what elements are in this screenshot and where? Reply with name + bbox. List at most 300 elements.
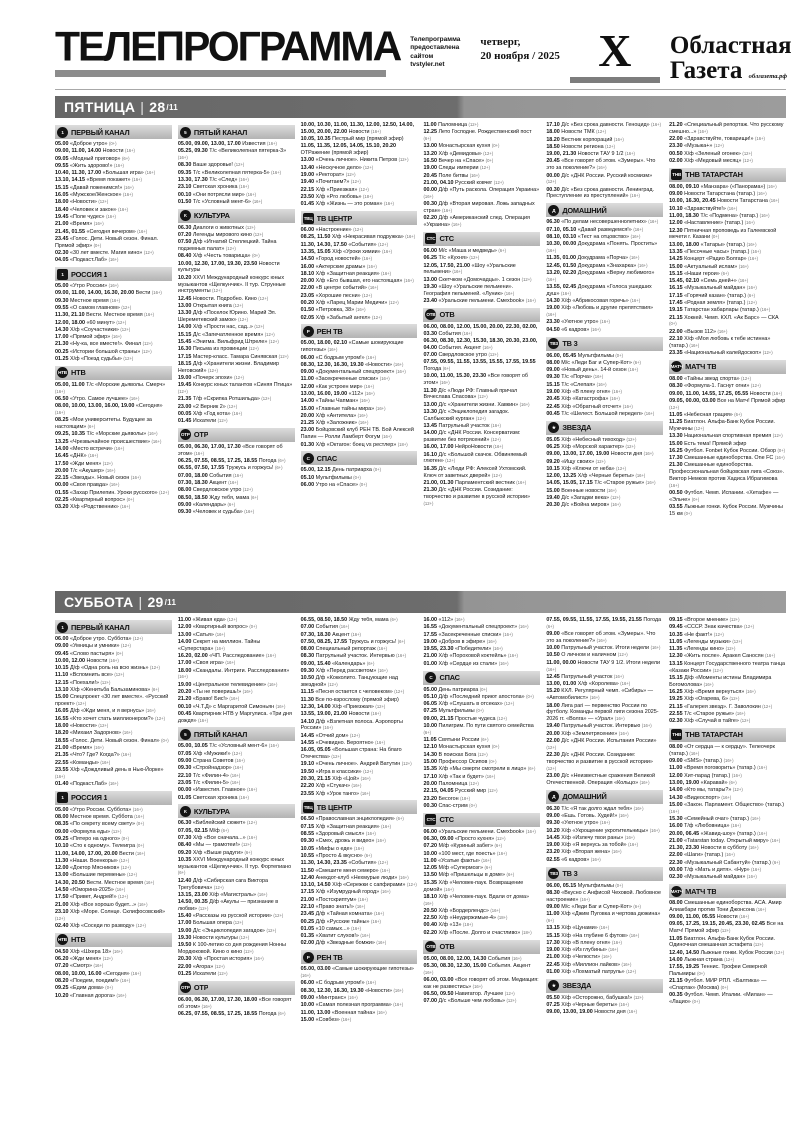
program-item: 15.45 «Энигма. Вильфрид Штреле» (12+) bbox=[177, 338, 279, 345]
program-item: 05.50 Х/ф «Осторожно, бабушка!» (12+) bbox=[546, 994, 644, 1001]
program-item: 11.00, 00.00 Новости ТАУ 9 1/2. Итоги недели (16+) bbox=[546, 659, 660, 672]
age-rating: (16+) bbox=[114, 445, 125, 451]
program-item: 14.10 Д/ф «Взлетная полоса. Аэропорты России» (16+) bbox=[300, 718, 403, 732]
program-item: 20.00 Х/ф «Его бывшая, его настоящая» (16+) bbox=[300, 278, 414, 285]
program-time: 17.00 bbox=[55, 334, 69, 341]
program-item: 19.00 Х/ф «В плену огня» (16+) bbox=[546, 389, 622, 395]
program-item: 09.05, 00.00, 03.00 Все на Матч! Прямой эфир (12+) bbox=[669, 397, 786, 410]
age-rating: (12+) bbox=[725, 646, 736, 652]
program-item: 13.00 «Большие перемены» (12+) bbox=[55, 872, 138, 879]
program-time: 13.00 bbox=[55, 872, 69, 879]
program-time: 11.05 bbox=[669, 935, 683, 942]
program-item: 05.10 Д/ф «Последний приют апостола» (0+) bbox=[423, 693, 534, 700]
program-item: 05.00, 11.00 Т/с «Морские дьяволы. Смерч» (16+) bbox=[55, 381, 166, 394]
program-time: 22.10 bbox=[669, 336, 683, 343]
program-time: 09.00 bbox=[177, 501, 192, 508]
program-time: 19.00 bbox=[177, 374, 192, 381]
program-item: 20.45 Поле битвы (16+) bbox=[423, 172, 480, 179]
age-rating: (0+) bbox=[93, 242, 102, 248]
program-time: 20.00, 06.45 bbox=[669, 830, 700, 837]
program-item: 12.00 Хит-парад (татар.) (16+) bbox=[669, 772, 742, 779]
program-item: 08.00 Свердловское утро (12+) bbox=[177, 487, 253, 494]
age-rating: (16+) bbox=[132, 806, 143, 812]
program-item: 11.30, 14.30, 17.50 «События» (12+) bbox=[300, 241, 388, 248]
age-rating: (6+) bbox=[390, 617, 398, 622]
age-rating: (12+) bbox=[732, 787, 743, 793]
channel-block bbox=[546, 979, 663, 1016]
program-time: 19.10 bbox=[300, 761, 315, 768]
program-time: 06.50 bbox=[55, 395, 69, 402]
program-item: 02.30 «30 лет вместе. Магия кино» (12+) bbox=[55, 249, 154, 256]
program-time: 14.00 bbox=[177, 324, 192, 331]
channel-name: РЕН ТВ bbox=[316, 326, 343, 336]
age-rating: (12+) bbox=[487, 788, 498, 794]
day-month: /11 bbox=[166, 102, 179, 112]
age-rating: (12+) bbox=[729, 617, 740, 622]
program-time: 13.10, 14.15 bbox=[55, 177, 85, 184]
program-time: 13.00, 19.00 bbox=[669, 779, 700, 786]
age-rating: (0+) bbox=[136, 821, 145, 827]
age-rating: (16+) bbox=[618, 730, 629, 736]
program-time: 18.00 bbox=[55, 199, 69, 206]
program-time: 06.50 bbox=[300, 816, 315, 823]
age-rating: (16+) bbox=[757, 765, 768, 771]
program-item: 15.00 Есть тема! Прямой эфир bbox=[669, 440, 747, 447]
program-time: 05.00 bbox=[55, 141, 69, 147]
program-time: 12.40 bbox=[300, 874, 315, 881]
program-item: 09.55 «Жить здорово!» (16+) bbox=[55, 162, 124, 169]
age-rating: (16+) bbox=[730, 823, 741, 829]
program-item: 11.35, 01.00 Докудрама «Порча» (16+) bbox=[546, 255, 640, 262]
program-item: 14.50 «Город новостей» (16+) bbox=[300, 256, 373, 263]
program-item: 19.45 Конкурс юных талантов «Синяя Птица» (12+) bbox=[177, 382, 293, 394]
program-time: 14.00 bbox=[55, 445, 69, 452]
program-time: 02.30 bbox=[55, 249, 69, 256]
program-item: 08.00, 09.10 «Манзара» («Панорама») (16+) bbox=[669, 183, 777, 190]
channel-header bbox=[178, 209, 295, 223]
program-item: 15.00 «Закон. Парламент. Общество» (татар.) (16+) bbox=[669, 801, 785, 814]
program-time: 15.40 bbox=[177, 913, 192, 920]
age-rating: (12+) bbox=[491, 472, 502, 478]
program-time: 13.25 bbox=[55, 438, 69, 445]
program-time: 15.45, 02.10 bbox=[669, 278, 700, 285]
program-item: 20.45 «Все говорят об этом. «Зумеры». Что это за поколение?» (16+) bbox=[546, 158, 656, 172]
program-time: 12.00, 18.00 bbox=[55, 319, 85, 326]
channel-name: ПЕРВЫЙ КАНАЛ bbox=[71, 622, 130, 632]
age-rating: (6+) bbox=[527, 766, 536, 772]
program-time: 10.20 bbox=[177, 274, 192, 281]
channel-block bbox=[423, 940, 540, 1006]
program-time: 21.35 bbox=[177, 396, 192, 403]
age-rating: (12+) bbox=[617, 652, 628, 658]
program-item: 05.05 Х/ф «Небесный тихоход» (12+) bbox=[546, 436, 637, 443]
channel-header bbox=[669, 360, 786, 374]
program-time: 09.25 bbox=[55, 835, 69, 842]
age-rating: (16+) bbox=[689, 750, 700, 756]
program-item: 19.00 Х/ф «Из глубины» (16+) bbox=[546, 947, 619, 954]
age-rating: (16+) bbox=[502, 631, 513, 637]
age-rating: (16+) bbox=[366, 980, 376, 986]
program-time: 05.00, 10.05 bbox=[177, 743, 208, 750]
age-rating: (16+) bbox=[357, 896, 368, 902]
age-rating: (16+) bbox=[131, 177, 142, 183]
program-time: 23.05 bbox=[177, 779, 192, 786]
program-item: 10.30, 00.00 Докудрама «Понять. Простить» (16+) bbox=[546, 241, 658, 253]
age-rating: (16+) bbox=[606, 487, 617, 493]
program-item: 07.25 Мультфильмы (0+) bbox=[423, 708, 484, 715]
age-rating: (16+) bbox=[612, 939, 622, 945]
program-time: 12.45, 01.50 bbox=[546, 262, 577, 269]
age-rating: (6+) bbox=[442, 366, 451, 372]
channel-logo-icon: 1 bbox=[57, 269, 68, 280]
age-rating: (12+) bbox=[225, 246, 236, 252]
age-rating: (12+) bbox=[742, 157, 753, 163]
age-rating: (0+) bbox=[476, 708, 484, 714]
program-time: 09.30 bbox=[55, 297, 69, 304]
program-item: 13.00, 19.00 «Каравай» (6+) bbox=[669, 779, 737, 786]
program-item: 20.45 Х/ф «Катастрофа» (16+) bbox=[546, 396, 620, 403]
program-time: 09.30 bbox=[177, 765, 192, 772]
program-item: 07.20 М/ф «Куриный забег» (6+) bbox=[423, 843, 503, 850]
age-rating: (12+) bbox=[732, 638, 743, 644]
channel-header bbox=[301, 950, 418, 964]
age-rating: (16+) bbox=[518, 624, 529, 630]
channel-logo-icon: Р bbox=[303, 326, 314, 337]
age-rating: (16+) bbox=[637, 262, 648, 268]
program-time: 10.15 bbox=[55, 665, 69, 672]
program-item: 14.00 Секрет на миллион. Тайны «Суперстара» (16+) bbox=[177, 638, 261, 652]
program-item: 16.00 «Актерские драмы» (16+) bbox=[300, 263, 377, 270]
program-item: 20.30 Х/ф «Простая история» (16+) bbox=[177, 956, 264, 963]
program-item: 08.00 «От сердца — к сердцу». Телеочерк (татар.) (16+) bbox=[669, 743, 775, 757]
program-time: 10.35 bbox=[669, 631, 683, 638]
program-item: 06.00 «С бодрым утром!» (16+) bbox=[300, 354, 376, 361]
program-item: 09.20 «Ищу своих» (12+) bbox=[546, 458, 606, 465]
age-rating: (12+) bbox=[102, 460, 113, 466]
channel-block bbox=[423, 671, 540, 810]
age-rating: (12+) bbox=[740, 718, 751, 724]
program-time: 05.00 bbox=[55, 283, 69, 290]
program-item: 08.55 «Здоровый смысл» (16+) bbox=[300, 831, 376, 838]
age-rating: (12+) bbox=[217, 971, 228, 977]
age-rating: (12+) bbox=[232, 750, 243, 756]
age-rating: (0+) bbox=[526, 693, 534, 699]
age-rating: (16+) bbox=[759, 212, 770, 218]
age-rating: (16+) bbox=[122, 730, 133, 736]
program-item: 23.40 «Уральские пельмени. Смехbook» (16+) bbox=[423, 298, 536, 305]
program-time: 16.15 bbox=[669, 285, 683, 292]
program-item: 01.35 «Хватит слухов!» (16+) bbox=[300, 933, 371, 940]
program-time: 02.40 bbox=[55, 922, 69, 929]
age-rating: (16+) bbox=[546, 247, 557, 253]
program-time: 12.30 bbox=[669, 227, 683, 234]
channel-logo-icon: МАТЧ bbox=[671, 361, 682, 372]
program-time: 14.55 bbox=[300, 740, 315, 747]
program-time: 22.20 bbox=[300, 783, 315, 790]
program-item: 09.25, 10.35 Т/с «Морские дьяволы» (16+) bbox=[55, 431, 158, 438]
program-time: 22.55 bbox=[55, 759, 69, 766]
program-item: 17.00 «Прямой эфир» (16+) bbox=[55, 334, 122, 341]
day-banner bbox=[55, 96, 786, 118]
program-time: 10.20 bbox=[55, 992, 69, 999]
age-rating: (16+) bbox=[376, 1009, 387, 1015]
age-rating: (16+) bbox=[481, 857, 492, 863]
program-time: 22.00 bbox=[300, 285, 315, 292]
age-rating: (0+) bbox=[353, 474, 361, 480]
age-rating: (16+) bbox=[106, 213, 116, 219]
program-time: 11.25 bbox=[669, 419, 683, 426]
age-rating: (12+) bbox=[121, 304, 132, 310]
program-time: 18.00 bbox=[546, 702, 560, 709]
program-time: 21.30 bbox=[669, 462, 683, 469]
program-time: 16.00 bbox=[423, 617, 437, 623]
program-time: 09.00, 11.00, 14.00, 16.30, 20.00 bbox=[55, 290, 135, 297]
program-item: 09.00 «Новый день». 14-й сезон (16+) bbox=[546, 367, 639, 374]
program-item: 14.45 Х/ф «Излечу твои раны» (16+) bbox=[546, 834, 635, 841]
program-item: 10.35 «Не факт!» (12+) bbox=[669, 631, 724, 638]
age-rating: (16+) bbox=[482, 344, 493, 350]
program-item: 08.10, 03.10 «Тест на отцовство» (16+) bbox=[546, 233, 641, 240]
age-rating: (0+) bbox=[373, 467, 381, 473]
program-item: 15.00 «Главные тайны мира» (16+) bbox=[300, 405, 386, 412]
age-rating: (0+) bbox=[711, 234, 720, 240]
program-time: 17.30 bbox=[669, 455, 683, 462]
age-rating: (16+) bbox=[485, 773, 496, 779]
channel-block bbox=[301, 451, 418, 488]
program-time: 06.00 bbox=[300, 481, 315, 488]
program-time: 11.05 bbox=[423, 737, 437, 744]
program-item: 22.15, 04.05 Русский мир (12+) bbox=[423, 788, 498, 795]
channel-header bbox=[669, 168, 786, 182]
program-item: 14.00 «Место встречи» (16+) bbox=[55, 445, 125, 452]
program-item: 07.10, 05.10 «Давай разведемся!» (16+) bbox=[546, 226, 644, 233]
program-time: 22.15 bbox=[300, 186, 315, 193]
age-rating: (16+) bbox=[398, 874, 409, 880]
program-time: 16.20, 02.00 bbox=[177, 652, 208, 659]
program-item: 18.00 «Новости» (12+) bbox=[55, 199, 109, 206]
program-time: 05.05 bbox=[546, 436, 560, 443]
program-item: 13.40 «Нескучное дело» (12+) bbox=[300, 164, 374, 171]
age-rating: (16+) bbox=[590, 856, 601, 862]
program-item: 22.00 «Вызов 112» (16+) bbox=[669, 328, 728, 335]
program-time: 20.00 bbox=[300, 412, 315, 419]
age-rating: (16+) bbox=[375, 405, 386, 411]
program-item: 10.00 «Самая полезная программа» (16+) bbox=[300, 1002, 404, 1009]
age-rating: (16+) bbox=[230, 772, 241, 778]
program-time: 14.50 bbox=[300, 256, 315, 263]
program-item: 05.30, 08.30, 12.30, 15.00 События. Акцент (16+) bbox=[423, 962, 531, 975]
channel-header bbox=[178, 804, 295, 818]
program-time: 14.30 bbox=[55, 326, 69, 333]
program-time: 11.05 bbox=[669, 411, 683, 418]
program-item: 13.15 Х/ф «Цунами» (16+) bbox=[546, 925, 610, 932]
program-item: 13.00 «Очень личное». Никита Петров (12+) bbox=[300, 157, 409, 164]
channel-logo-icon: НТВ bbox=[57, 367, 68, 378]
age-rating: (16+) bbox=[609, 396, 620, 402]
program-time: 09.00 bbox=[546, 812, 560, 819]
age-rating: (6+) bbox=[729, 779, 737, 785]
program-item: 02.30 Х/ф «Случай в тайге» (12+) bbox=[669, 718, 751, 725]
program-column bbox=[546, 122, 663, 584]
program-time: 20.30 bbox=[177, 956, 192, 963]
program-time: 21.35 bbox=[55, 752, 69, 759]
age-rating: (0+) bbox=[669, 321, 677, 327]
program-time: 12.45 bbox=[546, 673, 560, 680]
program-item: 06.00 «Уральские пельмени. Смехbook» (16+) bbox=[423, 828, 536, 835]
program-item: 11.05 «Небесная грация» (6+) bbox=[669, 411, 742, 418]
program-item: 19.00, 21.30 Новости ТАУ 9 1/2 (16+) bbox=[546, 151, 635, 158]
channel-name: ТВ 3 bbox=[562, 869, 578, 878]
program-item: 18.10 Х/ф «Защитная реакция» (16+) bbox=[300, 270, 392, 277]
program-item: 19.40 «Почитаем?» (12+) bbox=[300, 179, 361, 186]
program-item: 18.10 Х/ф «Человек-паук. Вдали от дома» (16+) bbox=[423, 893, 530, 906]
program-item: 11.10 «Вспомнить все» (12+) bbox=[55, 672, 125, 679]
program-item: 10.00 «100 мест, где поесть» (16+) bbox=[423, 850, 507, 857]
page-title-wrap bbox=[55, 22, 401, 77]
age-rating: (12+) bbox=[713, 143, 724, 149]
age-rating: (6+) bbox=[633, 359, 641, 365]
program-item: 16.55 «Кто хочет стать миллионером?» (12+) bbox=[55, 715, 166, 722]
channel-logo-icon: ОТВ bbox=[425, 309, 436, 320]
program-item: 09.00 Страна Советов (16+) bbox=[177, 758, 245, 765]
program-time: 20.00 bbox=[300, 278, 315, 285]
program-time: 09.25 bbox=[55, 985, 69, 992]
program-item: 22.00 Д/с «ДНК России. Испытания России» (12+) bbox=[546, 738, 657, 750]
program-time: 15.00 bbox=[300, 405, 315, 412]
program-time: 23.55 bbox=[300, 790, 315, 797]
program-time: 05.00, 06.30, 17.00, 17.30 bbox=[177, 443, 241, 450]
channel-block bbox=[178, 209, 295, 425]
program-item: 05.00 «Доброе утро» (0+) bbox=[55, 141, 117, 147]
program-item: 20.00, 06.45 «Жавид-шоу» (татар.) (16+) bbox=[669, 830, 768, 837]
program-item: 07.30 Х/ф «Все сначала...» (16+) bbox=[177, 834, 258, 841]
age-rating: (16+) bbox=[703, 681, 714, 687]
program-time: 11.00 bbox=[177, 617, 192, 623]
age-rating: (16+) bbox=[628, 367, 639, 373]
age-rating: (16+) bbox=[239, 794, 249, 800]
program-item: 16.25 Х/ф «Время вернуться» (16+) bbox=[669, 688, 756, 695]
program-item: 11.00 Х/ф «Джим Пуговка и чертова дюжина» (6+) bbox=[546, 911, 661, 923]
program-time: 17.10 bbox=[423, 773, 437, 780]
program-item: 18.00 «Скандалы. Интриги. Расследования» (16+) bbox=[177, 667, 290, 680]
age-rating: (16+) bbox=[443, 886, 454, 892]
age-rating: (0+) bbox=[136, 843, 145, 849]
channel-logo-icon: 1 bbox=[57, 792, 68, 803]
channel-block bbox=[55, 791, 172, 930]
program-time: 02.20 bbox=[423, 215, 437, 222]
age-rating: (16+) bbox=[697, 128, 708, 134]
program-time: 09.30 bbox=[177, 509, 192, 516]
program-item: 08.30 Патрульный участок. Интервью (16+) bbox=[300, 653, 407, 660]
age-rating: (12+) bbox=[120, 865, 131, 871]
age-rating: (16+) bbox=[628, 842, 639, 848]
channel-name: ПЯТЫЙ КАНАЛ bbox=[193, 729, 248, 739]
program-time: 08.00 bbox=[669, 900, 683, 907]
age-rating: (12+) bbox=[372, 314, 382, 320]
age-rating: (16+) bbox=[374, 911, 384, 917]
channel-logo-icon: ТВ3 bbox=[548, 868, 559, 879]
age-rating: (12+) bbox=[258, 295, 269, 301]
age-rating: (16+) bbox=[462, 330, 473, 336]
program-time: 12.00 bbox=[55, 865, 69, 872]
program-item: 21.25 Х/ф «Заложник» (16+) bbox=[300, 420, 369, 427]
program-item: 11.00 Паломница (12+) bbox=[423, 122, 479, 128]
program-columns bbox=[55, 617, 786, 1093]
program-item: 09.35 Т/с «Великолепная пятерка-5» (16+) bbox=[177, 169, 282, 176]
program-time: 00.00 bbox=[546, 172, 560, 179]
program-item: 19.00 Д/с «Энциклопедия загадок» (12+) bbox=[177, 927, 277, 934]
age-rating: (12+) bbox=[625, 443, 636, 449]
program-item: 13.00 Монастырская кухня (0+) bbox=[423, 143, 500, 150]
age-rating: (16+) bbox=[746, 874, 757, 880]
program-time: 05.00, 12.15 bbox=[300, 467, 331, 474]
age-rating: (16+) bbox=[746, 285, 757, 291]
age-rating: (12+) bbox=[378, 860, 388, 866]
program-item: 19.50 К 100-летию со дня рождения Нонны Мордюковой. Кино о кино (12+) bbox=[177, 942, 286, 956]
program-item: 00.05 Х/ф «Год кота» (16+) bbox=[177, 410, 243, 417]
program-time: 19.00 bbox=[300, 172, 315, 179]
age-rating: (16+) bbox=[630, 298, 641, 304]
channel-logo-icon: К bbox=[180, 210, 191, 221]
program-item: 22.45 Х/ф «Миллион лайков» (16+) bbox=[546, 961, 632, 968]
program-time: 21.00 bbox=[669, 837, 683, 844]
program-item: 13.30 Д/с «Энциклопедия загадок. Салбыкский курган» (12+) bbox=[423, 408, 510, 422]
program-time: 00.30 bbox=[423, 201, 437, 208]
program-item: 09.00 «Документальный спецпроект» (16+) bbox=[300, 369, 406, 376]
program-time: 16.25 bbox=[669, 688, 683, 695]
channel-logo-icon: Р bbox=[303, 952, 314, 963]
program-time: 09.00, 11.00, 14.00 bbox=[55, 148, 102, 155]
program-time: 12.40 bbox=[177, 877, 192, 884]
program-item: 07.25 Х/ф «Черные береты» (16+) bbox=[546, 1002, 629, 1009]
program-item: 06.05 Х/ф «Слушать в отсеках» (12+) bbox=[423, 701, 515, 708]
program-time: 14.30, 20.50 bbox=[55, 879, 85, 886]
program-time: 05.10 bbox=[423, 693, 437, 700]
program-time: 15.00 bbox=[669, 440, 683, 447]
program-item: 23.10 Х/ф «Море. Солнце. Склифосовский» (12+) bbox=[55, 908, 166, 921]
age-rating: (16+) bbox=[244, 509, 255, 515]
age-rating: (12+) bbox=[724, 956, 735, 962]
channel-block bbox=[55, 620, 172, 788]
program-time: 11.30 bbox=[300, 696, 314, 703]
age-rating: (16+) bbox=[600, 319, 610, 325]
age-rating: (16+) bbox=[108, 257, 119, 263]
age-rating: (12+) bbox=[490, 437, 501, 443]
program-time: 18.40 bbox=[55, 206, 69, 213]
age-rating: (16+) bbox=[229, 696, 240, 702]
program-item: 13.50 М/ф «Пришельцы в доме» (6+) bbox=[423, 872, 515, 879]
age-rating: (16+) bbox=[93, 221, 104, 227]
program-time: 16.05, 05.05 bbox=[300, 747, 331, 754]
program-item: 06.00, 06.30, 17.00, 17.30, 18.00 «Все говорят об этом» (16+) bbox=[177, 996, 292, 1010]
channel-logo-icon: К bbox=[180, 806, 191, 817]
program-time: 11.15 bbox=[300, 689, 314, 696]
program-time: 09.00 bbox=[177, 758, 192, 765]
age-rating: (16+) bbox=[669, 482, 680, 488]
program-time: 10.15 bbox=[546, 465, 560, 472]
program-time: 06.00 bbox=[423, 828, 437, 835]
program-item: 23.55 Х/ф «Дождливый день в Нью-Йорке» (16+) bbox=[55, 766, 164, 779]
program-item: 08.00 Специальный репортаж (16+) bbox=[300, 646, 388, 653]
program-item: 14.30 Х/ф «Абрикосовая горечь» (16+) bbox=[546, 298, 641, 305]
age-rating: (16+) bbox=[365, 831, 376, 837]
age-rating: (12+) bbox=[694, 425, 705, 431]
age-rating: (0+) bbox=[252, 253, 260, 259]
age-rating: (16+) bbox=[112, 948, 123, 954]
age-rating: (12+) bbox=[762, 350, 773, 356]
age-rating: (16+) bbox=[525, 828, 536, 834]
channel-logo-icon: ОТР bbox=[180, 429, 191, 440]
